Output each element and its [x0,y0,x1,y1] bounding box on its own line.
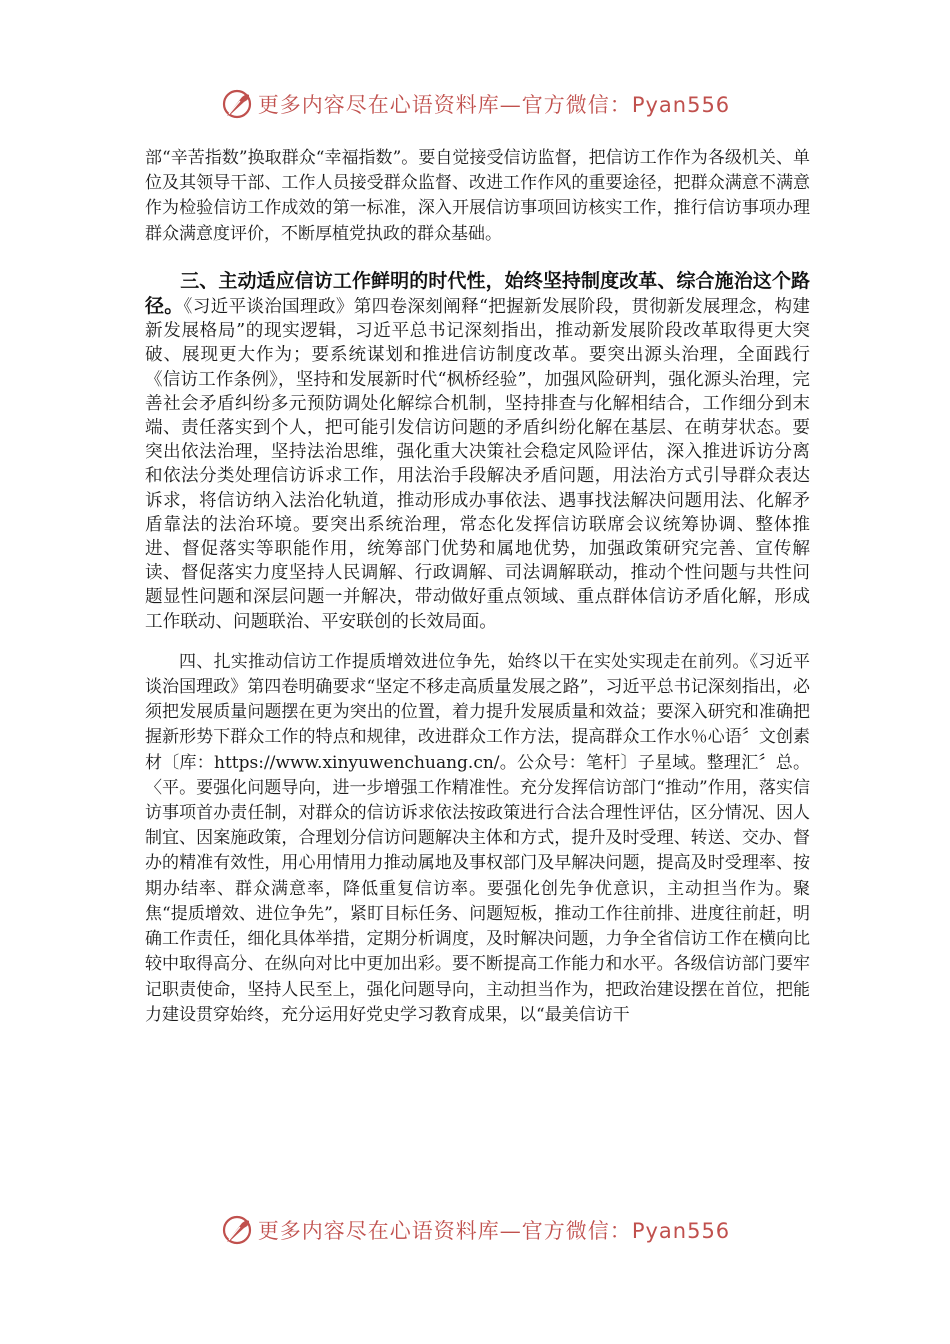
banner-text: 更多内容尽在心语资料库—官方微信：Pyan556 [257,93,731,117]
section-three-heading: 三、主动适应信访工作鲜明的时代性，始终坚持制度改革、综合施治这个路径。 [145,269,810,318]
footer-watermark-banner [0,1210,950,1250]
section-three-body: 《习近平谈治国理政》第四卷深刻阐释“把握新发展阶段，贯彻新发展理念，构建新发展格局”的现实逻辑，习近平总书记深刻指出，推动新发展阶段改革取得更大突破、展现更大作为；要系统谋划和推进信访制度改革。要突出源头治理，全面践行《信访工作条例》，坚持和发展新时代“枫桥经验”，加强风险研判，强化源头治理，完善社会矛盾纠纷多元预防调处化解综合机制，坚持排查与化解相结合，工作细分到末端、责任落实到个人，把可能引发信访问题的矛盾纠纷化解在基层、在萌芽状态。要突出依法治理，坚持法治思维，强化重大决策社会稳定风险评估，深入推进诉访分离和依法分类处理信访诉求工作，用法治手段解决矛盾问题，用法治方式引导群众表达诉求，将信访纳入法治化轨道，推动形成办事依法、遇事找法解决问题用法、化解矛盾靠法的法治环境。要突出系统治理，常态化发挥信访联席会议统筹协调、整体推进、督促落实等职能作用，统筹部门优势和属地优势，加强政策研究完善、宣传解读、督促落实力度坚持人民调解、行政调解、司法调解联动，推动个性问题与共性问题显性问题和深层问题一并解决，带动做好重点领域、重点群体信访矛盾化解，形成工作联动、问题联治、平安联创的长效局面。 [145,297,810,632]
quill-pen-logo-icon [220,1213,254,1247]
header-watermark-banner [0,84,950,124]
banner-text: 更多内容尽在心语资料库—官方微信：Pyan556 [257,1219,731,1243]
document-body [145,146,810,1028]
paragraph-continuation: 部“辛苦指数”换取群众“幸福指数”。要自觉接受信访监督，把信访工作作为各级机关、单位及其领导干部、工作人员接受群众监督、改进工作作风的重要途径，把群众满意不满意作为检验信访工作成效的第一标准，深入开展信访事项回访核实工作，推行信访事项办理群众满意度评价，不断厚植党执政的群众基础。 [145,148,810,244]
paragraph-section-four: 四、扎实推动信访工作提质增效进位争先，始终以干在实处实现走在前列。《习近平谈治国理政》第四卷明确要求“坚定不移走高质量发展之路”，习近平总书记深刻指出，必须把发展质量问题摆在更为突出的位置，着力提升发展质量和效益；要深入研究和准确把握新形势下群众工作的特点和规律，改进群众工作方法，提高群众工作水％心语〞文创素材〔库：https://www.xinyuwenchuang.cn/。公众号：笔杆〕子星域。整理汇〞总。〈平。要强化问题导向，进一步增强工作精准性。充分发挥信访部门“推动”作用，落实信访事项首办责任制，对群众的信访诉求依法按政策进行合法合理性评估，区分情况、因人制宜、因案施政策，合理划分信访问题解决主体和方式，提升及时受理、转送、交办、督办的精准有效性，用心用情用力推动属地及事权部门及早解决问题，提高及时受理率、按期办结率、群众满意率，降低重复信访率。要强化创先争优意识，主动担当作为。聚焦“提质增效、进位争先”，紧盯目标任务、问题短板，推动工作往前排、进度往前赶，明确工作责任，细化具体举措，定期分析调度，及时解决问题，力争全省信访工作在横向比较中取得高分、在纵向对比中更加出彩。要不断提高工作能力和水平。各级信访部门要牢记职责使命，坚持人民至上，强化问题导向，主动担当作为，把政治建设摆在首位，把能力建设贯穿始终，充分运用好党史学习教育成果，以“最美信访干 [145,651,810,1025]
quill-pen-logo-icon [220,87,254,121]
paragraph-section-three [145,269,810,634]
